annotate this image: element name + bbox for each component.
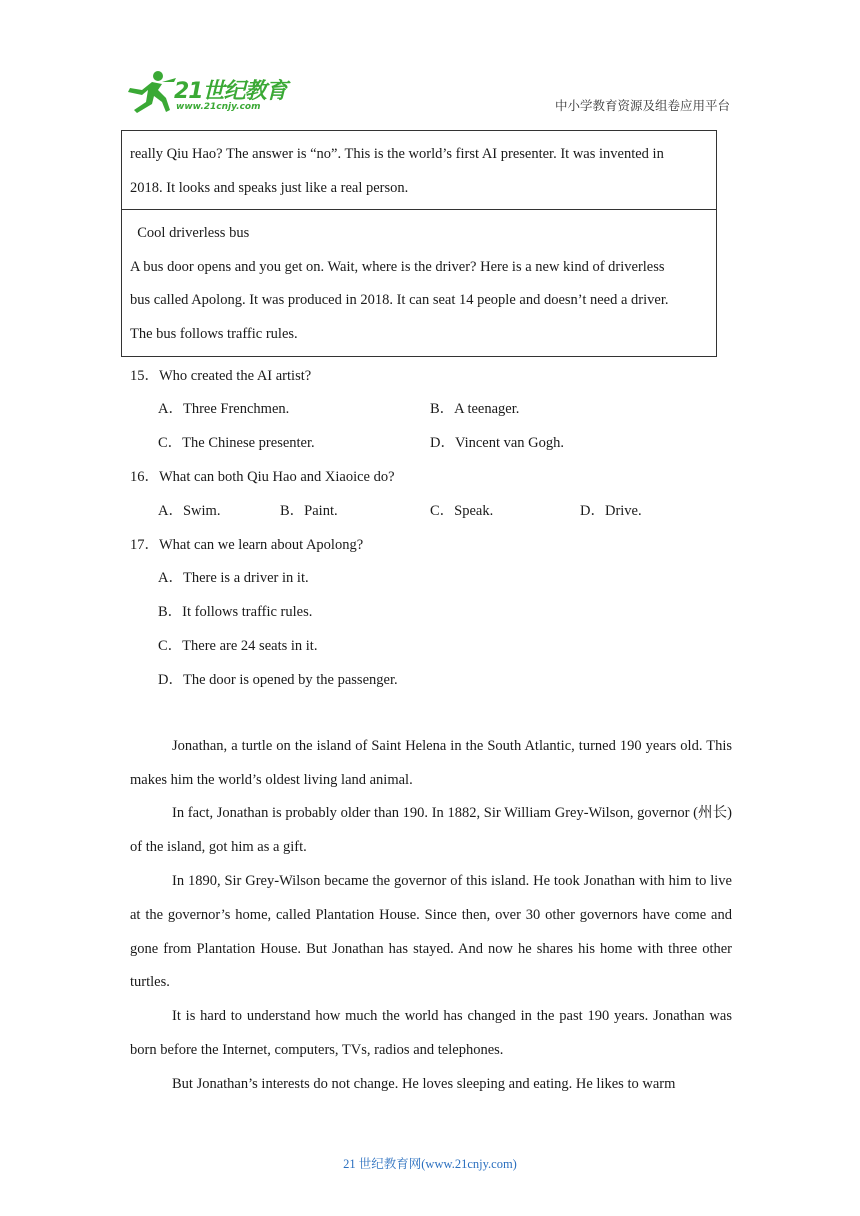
question-15-option-c[interactable]: C．The Chinese presenter. xyxy=(158,435,315,451)
passage-paragraph-2-text: In fact, Jonathan is probably older than 190. In 1882, Sir William Grey-Wilson, governor (州长) of the island, got him as a gift. xyxy=(130,805,732,855)
question-17-option-c[interactable]: C．There are 24 seats in it. xyxy=(158,638,318,654)
question-15-option-b[interactable]: B．A teenager. xyxy=(430,401,520,417)
passage-box-driverless-bus xyxy=(121,209,717,357)
question-17-option-d[interactable]: D．The door is opened by the passenger. xyxy=(158,672,398,688)
passage-paragraph-3-text: In 1890, Sir Grey-Wilson became the governor of this island. He took Jonathan with him to live at the governor’s home, called Plantation House. Since then, over 30 other governors have come and gone from Plantation House. But Jonathan has stayed. And now he shares his home with three other turtles. xyxy=(130,873,732,991)
site-logo[interactable] xyxy=(122,68,292,116)
passage-paragraph-1-text: Jonathan, a turtle on the island of Saint Helena in the South Atlantic, turned 190 years old. This makes him the world’s oldest living land animal. xyxy=(130,738,732,788)
platform-label: 中小学教育资源及组卷应用平台 xyxy=(554,98,730,113)
passage-paragraph-1 xyxy=(130,730,732,798)
question-16-option-c[interactable]: C．Speak. xyxy=(430,503,494,519)
passage-box-ai-presenter xyxy=(121,130,717,210)
passage-paragraph-4 xyxy=(130,1000,732,1068)
passage-paragraph-5-text: But Jonathan’s interests do not change. He loves sleeping and eating. He likes to warm xyxy=(172,1076,676,1092)
passage-paragraph-2 xyxy=(130,797,732,865)
question-17-stem: 17．What can we learn about Apolong? xyxy=(130,537,364,553)
logo-url: www.21cnjy.com xyxy=(176,102,261,112)
box1-line-1: really Qiu Hao? The answer is “no”. This is the world’s first AI presenter. It was invented in xyxy=(130,146,664,162)
question-16-option-d[interactable]: D．Drive. xyxy=(580,503,642,519)
box2-line-1: A bus door opens and you get on. Wait, where is the driver? Here is a new kind of driverless xyxy=(130,258,665,275)
page-footer[interactable]: 21 世纪教育网(www.21cnjy.com) xyxy=(343,1157,517,1171)
logo-text: 21世纪教育 xyxy=(174,79,287,104)
question-17-option-b[interactable]: B．It follows traffic rules. xyxy=(158,604,313,620)
box2-line-2: bus called Apolong. It was produced in 2018. It can seat 14 people and doesn’t need a driver. xyxy=(130,292,669,309)
question-16-option-b[interactable]: B．Paint. xyxy=(280,503,338,519)
box1-line-2: 2018. It looks and speaks just like a real person. xyxy=(130,179,409,196)
question-16-stem: 16．What can both Qiu Hao and Xiaoice do? xyxy=(130,469,395,485)
box2-heading: Cool driverless bus xyxy=(130,225,250,241)
passage-paragraph-5 xyxy=(130,1068,732,1102)
question-17-option-a[interactable]: A．There is a driver in it. xyxy=(158,570,309,586)
question-15-option-a[interactable]: A．Three Frenchmen. xyxy=(158,401,290,417)
passage-paragraph-4-text: It is hard to understand how much the world has changed in the past 190 years. Jonathan was born before the Internet, computers, TVs, radios and telephones. xyxy=(130,1008,732,1058)
passage-paragraph-3 xyxy=(130,865,732,1000)
question-15-stem: 15．Who created the AI artist? xyxy=(130,368,312,384)
question-16-option-a[interactable]: A．Swim. xyxy=(158,503,221,519)
box2-line-3: The bus follows traffic rules. xyxy=(130,326,298,343)
question-15-option-d[interactable]: D．Vincent van Gogh. xyxy=(430,435,565,451)
